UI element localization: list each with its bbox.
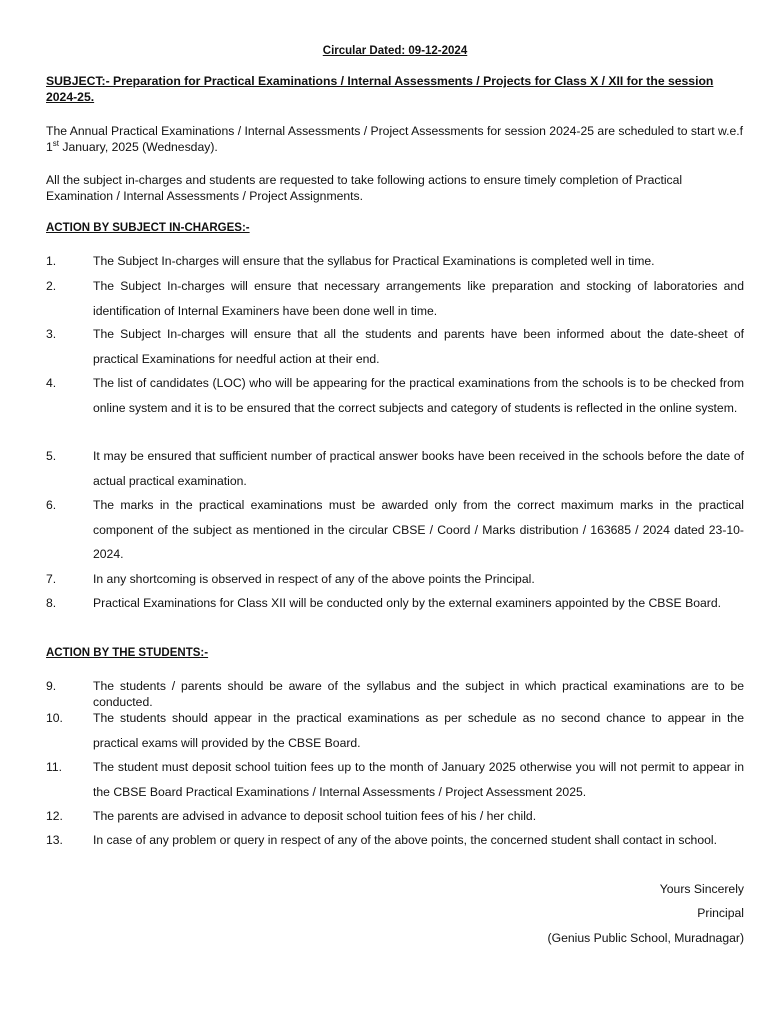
item-number: 7. — [46, 572, 57, 586]
closing-designation: Principal — [697, 906, 744, 920]
item-text: The Subject In-charges will ensure that necessary arrangements like preparation and stocking of laboratories and identification of Internal Examiners have been done well in time. — [93, 279, 744, 318]
section-heading-students: ACTION BY THE STUDENTS:- — [46, 647, 209, 659]
item-number: 9. — [46, 679, 57, 693]
item-text: The parents are advised in advance to deposit school tuition fees of his / her child. — [93, 809, 537, 823]
item-number: 11. — [46, 760, 63, 774]
intro-text-end: January, 2025 (Wednesday). — [59, 140, 218, 154]
item-number: 3. — [46, 327, 57, 341]
intro-paragraph — [46, 123, 744, 155]
item-number: 6. — [46, 498, 57, 512]
item-text: The students should appear in the practical examinations as per schedule as no second chance to appear in the practical exams will provided by the CBSE Board. — [93, 711, 744, 750]
subject-line: SUBJECT:- Preparation for Practical Examinations / Internal Assessments / Projects for Class X / XII for the session 2024-25. — [46, 74, 714, 104]
item-text: The student must deposit school tuition fees up to the month of January 2025 otherwise you will not permit to appear in the CBSE Board Practical Examinations / Internal Assessments / Project Assessment 2025. — [93, 760, 744, 799]
item-text: In any shortcoming is observed in respect of any of the above points the Principal. — [93, 572, 535, 586]
item-number: 12. — [46, 809, 63, 823]
item-text: The Subject In-charges will ensure that all the students and parents have been informed about the date-sheet of practical Examinations for needful action at their end. — [93, 327, 744, 366]
item-text: In case of any problem or query in respect of any of the above points, the concerned student shall contact in school. — [93, 833, 717, 847]
item-text: The Subject In-charges will ensure that the syllabus for Practical Examinations is completed well in time. — [93, 254, 655, 268]
item-text: The list of candidates (LOC) who will be appearing for the practical examinations from the schools is to be checked from online system and it is to be ensured that the correct subjects and category of students is reflected in the online system. — [93, 376, 744, 415]
section-heading-subject-incharges: ACTION BY SUBJECT IN-CHARGES:- — [46, 222, 250, 234]
item-number: 5. — [46, 449, 57, 463]
circular-date: Circular Dated: 09-12-2024 — [322, 45, 468, 57]
closing-school-name: (Genius Public School, Muradnagar) — [547, 931, 744, 945]
intro-text-start: The Annual Practical Examinations / Internal Assessments / Project Assessments for session 2024-25 are scheduled to start w.e.f 1 — [46, 124, 744, 154]
closing-salutation: Yours Sincerely — [659, 882, 744, 896]
item-number: 8. — [46, 596, 57, 610]
item-number: 1. — [46, 254, 57, 268]
item-text: The students / parents should be aware of the syllabus and the subject in which practical examinations are to be conducted. — [93, 679, 744, 709]
item-number: 2. — [46, 279, 57, 293]
item-text: Practical Examinations for Class XII will be conducted only by the external examiners appointed by the CBSE Board. — [93, 596, 721, 610]
item-number: 13. — [46, 833, 63, 847]
intro-superscript: st — [52, 138, 60, 148]
item-text: The marks in the practical examinations must be awarded only from the correct maximum marks in the practical component of the subject as mentioned in the circular CBSE / Coord / Marks distribution / 163685 / 2024 dated 23-10-2024. — [93, 498, 744, 561]
item-number: 10. — [46, 711, 63, 725]
instruction-paragraph: All the subject in-charges and students are requested to take following actions to ensure timely completion of Practical Examination / Internal Assessments / Project Assignments. — [46, 173, 683, 203]
item-text: It may be ensured that sufficient number of practical answer books have been received in the schools before the date of actual practical examination. — [93, 449, 744, 488]
item-number: 4. — [46, 376, 57, 390]
